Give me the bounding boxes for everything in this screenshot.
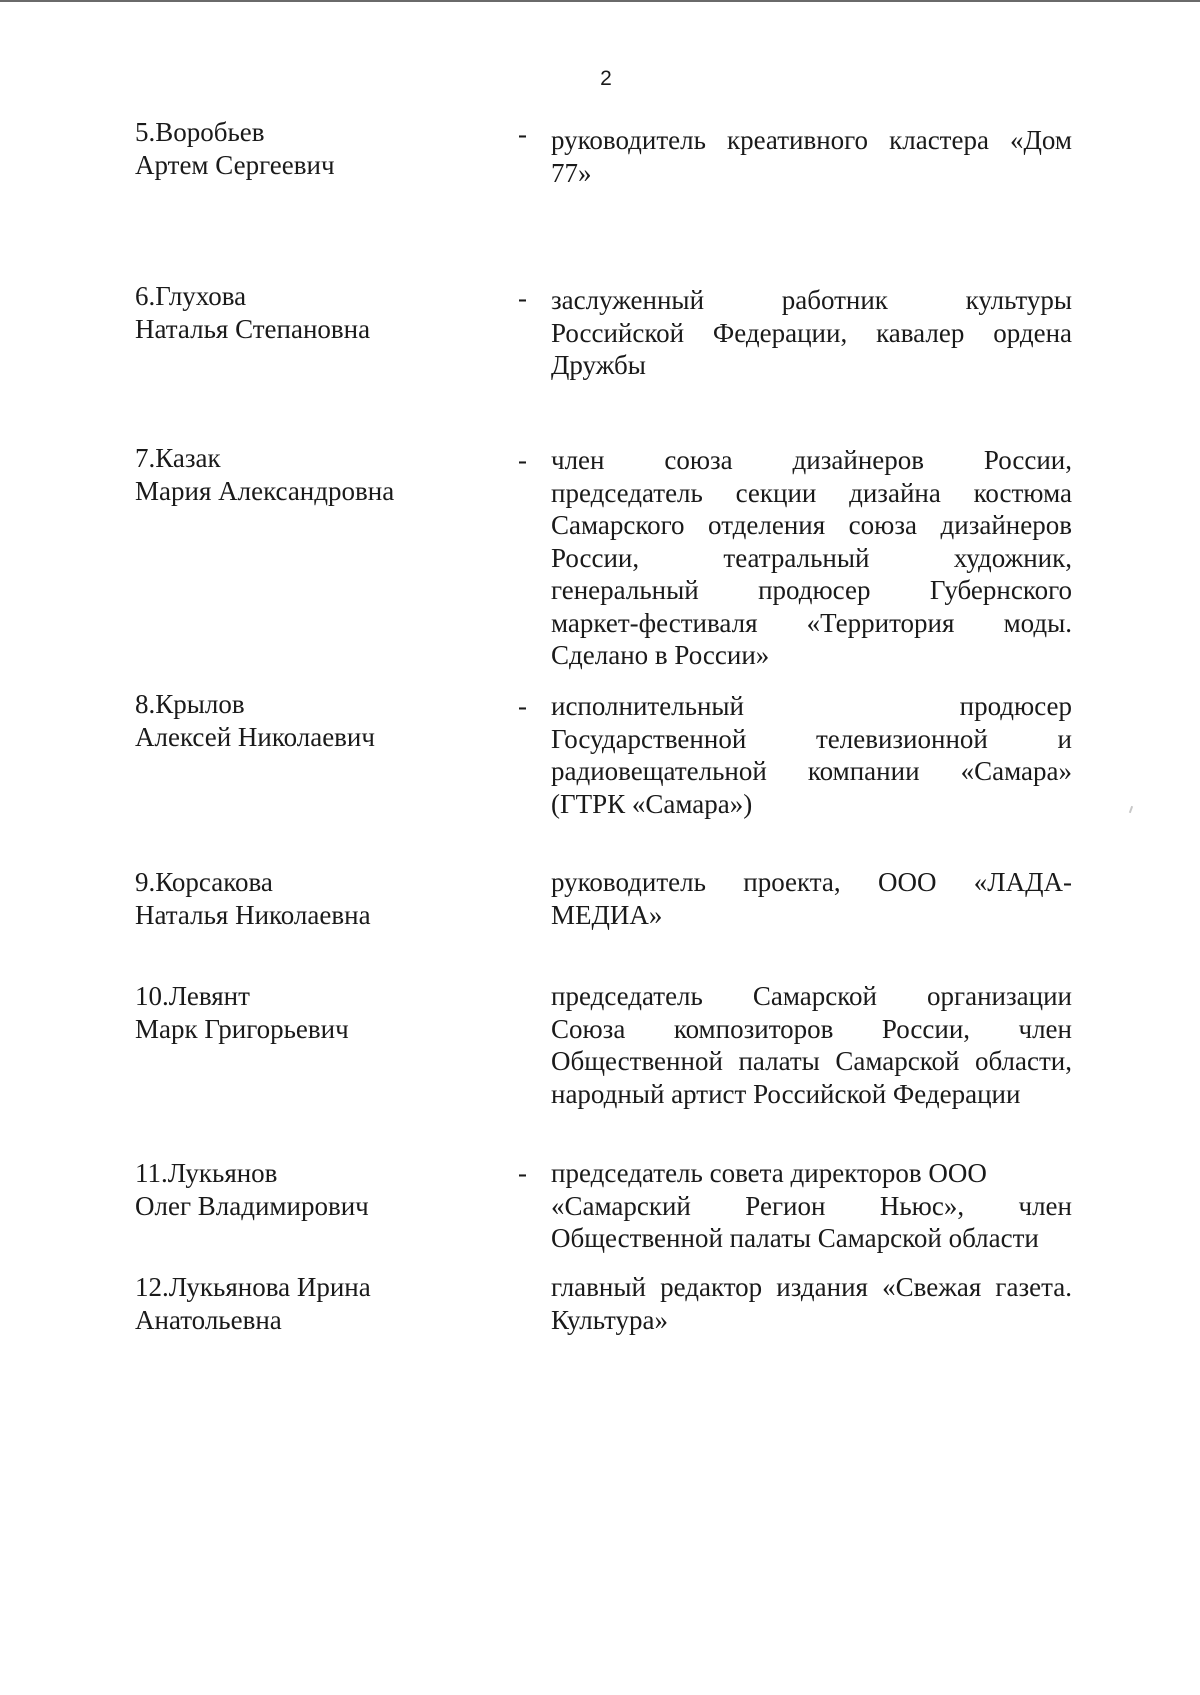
member-name-line: 9.Корсакова	[135, 867, 273, 897]
description-line: России, театральный художник,	[551, 542, 1072, 573]
member-description	[551, 980, 1072, 1110]
member-name-line: Анатольевна	[135, 1305, 282, 1335]
member-name-line: Алексей Николаевич	[135, 722, 375, 752]
member-name	[135, 866, 495, 932]
member-description	[551, 690, 1072, 820]
member-name-line: 10.Левянт	[135, 981, 250, 1011]
description-line: народный артист Российской Федерации	[551, 1078, 1021, 1109]
description-line: Культура»	[551, 1304, 668, 1335]
description-line: Государственной телевизионной и	[551, 723, 1072, 754]
member-name-line: 12.Лукьянова Ирина	[135, 1272, 371, 1302]
member-name	[135, 280, 495, 346]
description-line: исполнительный продюсер	[551, 691, 1072, 721]
member-name-line: Наталья Степановна	[135, 314, 371, 344]
member-description	[551, 444, 1072, 672]
description-line: генеральный продюсер Губернского	[551, 575, 1072, 605]
member-name-line: 5.Воробьев	[135, 117, 265, 147]
member-description	[551, 284, 1072, 382]
dash-separator: -	[518, 283, 527, 313]
member-name	[135, 1157, 495, 1223]
dash-separator: -	[518, 445, 527, 475]
description-line: председатель совета директоров ООО	[551, 1158, 987, 1188]
member-name	[135, 688, 495, 754]
member-name-line: 11.Лукьянов	[135, 1158, 278, 1188]
member-name-line: Олег Владимирович	[135, 1191, 369, 1221]
member-name-line: 8.Крылов	[135, 689, 245, 719]
member-description	[551, 1271, 1072, 1336]
description-line: (ГТРК «Самара»)	[551, 788, 753, 819]
member-description	[551, 1157, 1072, 1255]
description-line: руководитель креативного кластера «Дом	[551, 125, 1072, 155]
member-name-line: Артем Сергеевич	[135, 150, 335, 180]
dash-separator: -	[518, 119, 527, 149]
member-name-line: 6.Глухова	[135, 281, 247, 311]
description-line: заслуженный работник культуры	[551, 285, 1072, 315]
member-name-line: Марк Григорьевич	[135, 1014, 349, 1044]
member-name	[135, 980, 495, 1046]
description-line: «Самарский Регион Ньюс», член	[551, 1190, 1072, 1221]
description-line: Общественной палаты Самарской области	[551, 1223, 1039, 1253]
scan-speck	[1129, 806, 1133, 813]
member-name-line: Мария Александровна	[135, 476, 395, 506]
description-line: Сделано в России»	[551, 640, 770, 670]
description-line: 77»	[551, 157, 592, 188]
description-line: Российской Федерации, кавалер ордена	[551, 317, 1072, 348]
member-name-line: 7.Казак	[135, 443, 221, 473]
description-line: председатель Самарской организации	[551, 981, 1072, 1011]
description-line: Общественной палаты Самарской области,	[551, 1046, 1072, 1076]
description-line: главный редактор издания «Свежая газета.	[551, 1272, 1072, 1302]
description-line: Союза композиторов России, член	[551, 1013, 1072, 1044]
dash-separator: -	[518, 1158, 527, 1188]
member-name	[135, 1271, 495, 1337]
description-line: член союза дизайнеров России,	[551, 445, 1072, 475]
page-number: 2	[600, 67, 612, 90]
dash-separator: -	[518, 691, 527, 721]
member-description	[551, 866, 1072, 931]
description-line: Самарского отделения союза дизайнеров	[551, 510, 1072, 540]
description-line: маркет-фестиваля «Территория моды.	[551, 607, 1072, 638]
description-line: Дружбы	[551, 350, 646, 380]
member-name-line: Наталья Николаевна	[135, 900, 371, 930]
member-description	[551, 124, 1072, 189]
description-line: МЕДИА»	[551, 899, 663, 930]
member-name	[135, 442, 495, 508]
member-name	[135, 116, 495, 182]
description-line: радиовещательной компании «Самара»	[551, 756, 1072, 786]
description-line: руководитель проекта, ООО «ЛАДА-	[551, 867, 1072, 897]
description-line: председатель секции дизайна костюма	[551, 477, 1072, 508]
page-top-edge	[0, 0, 1200, 2]
